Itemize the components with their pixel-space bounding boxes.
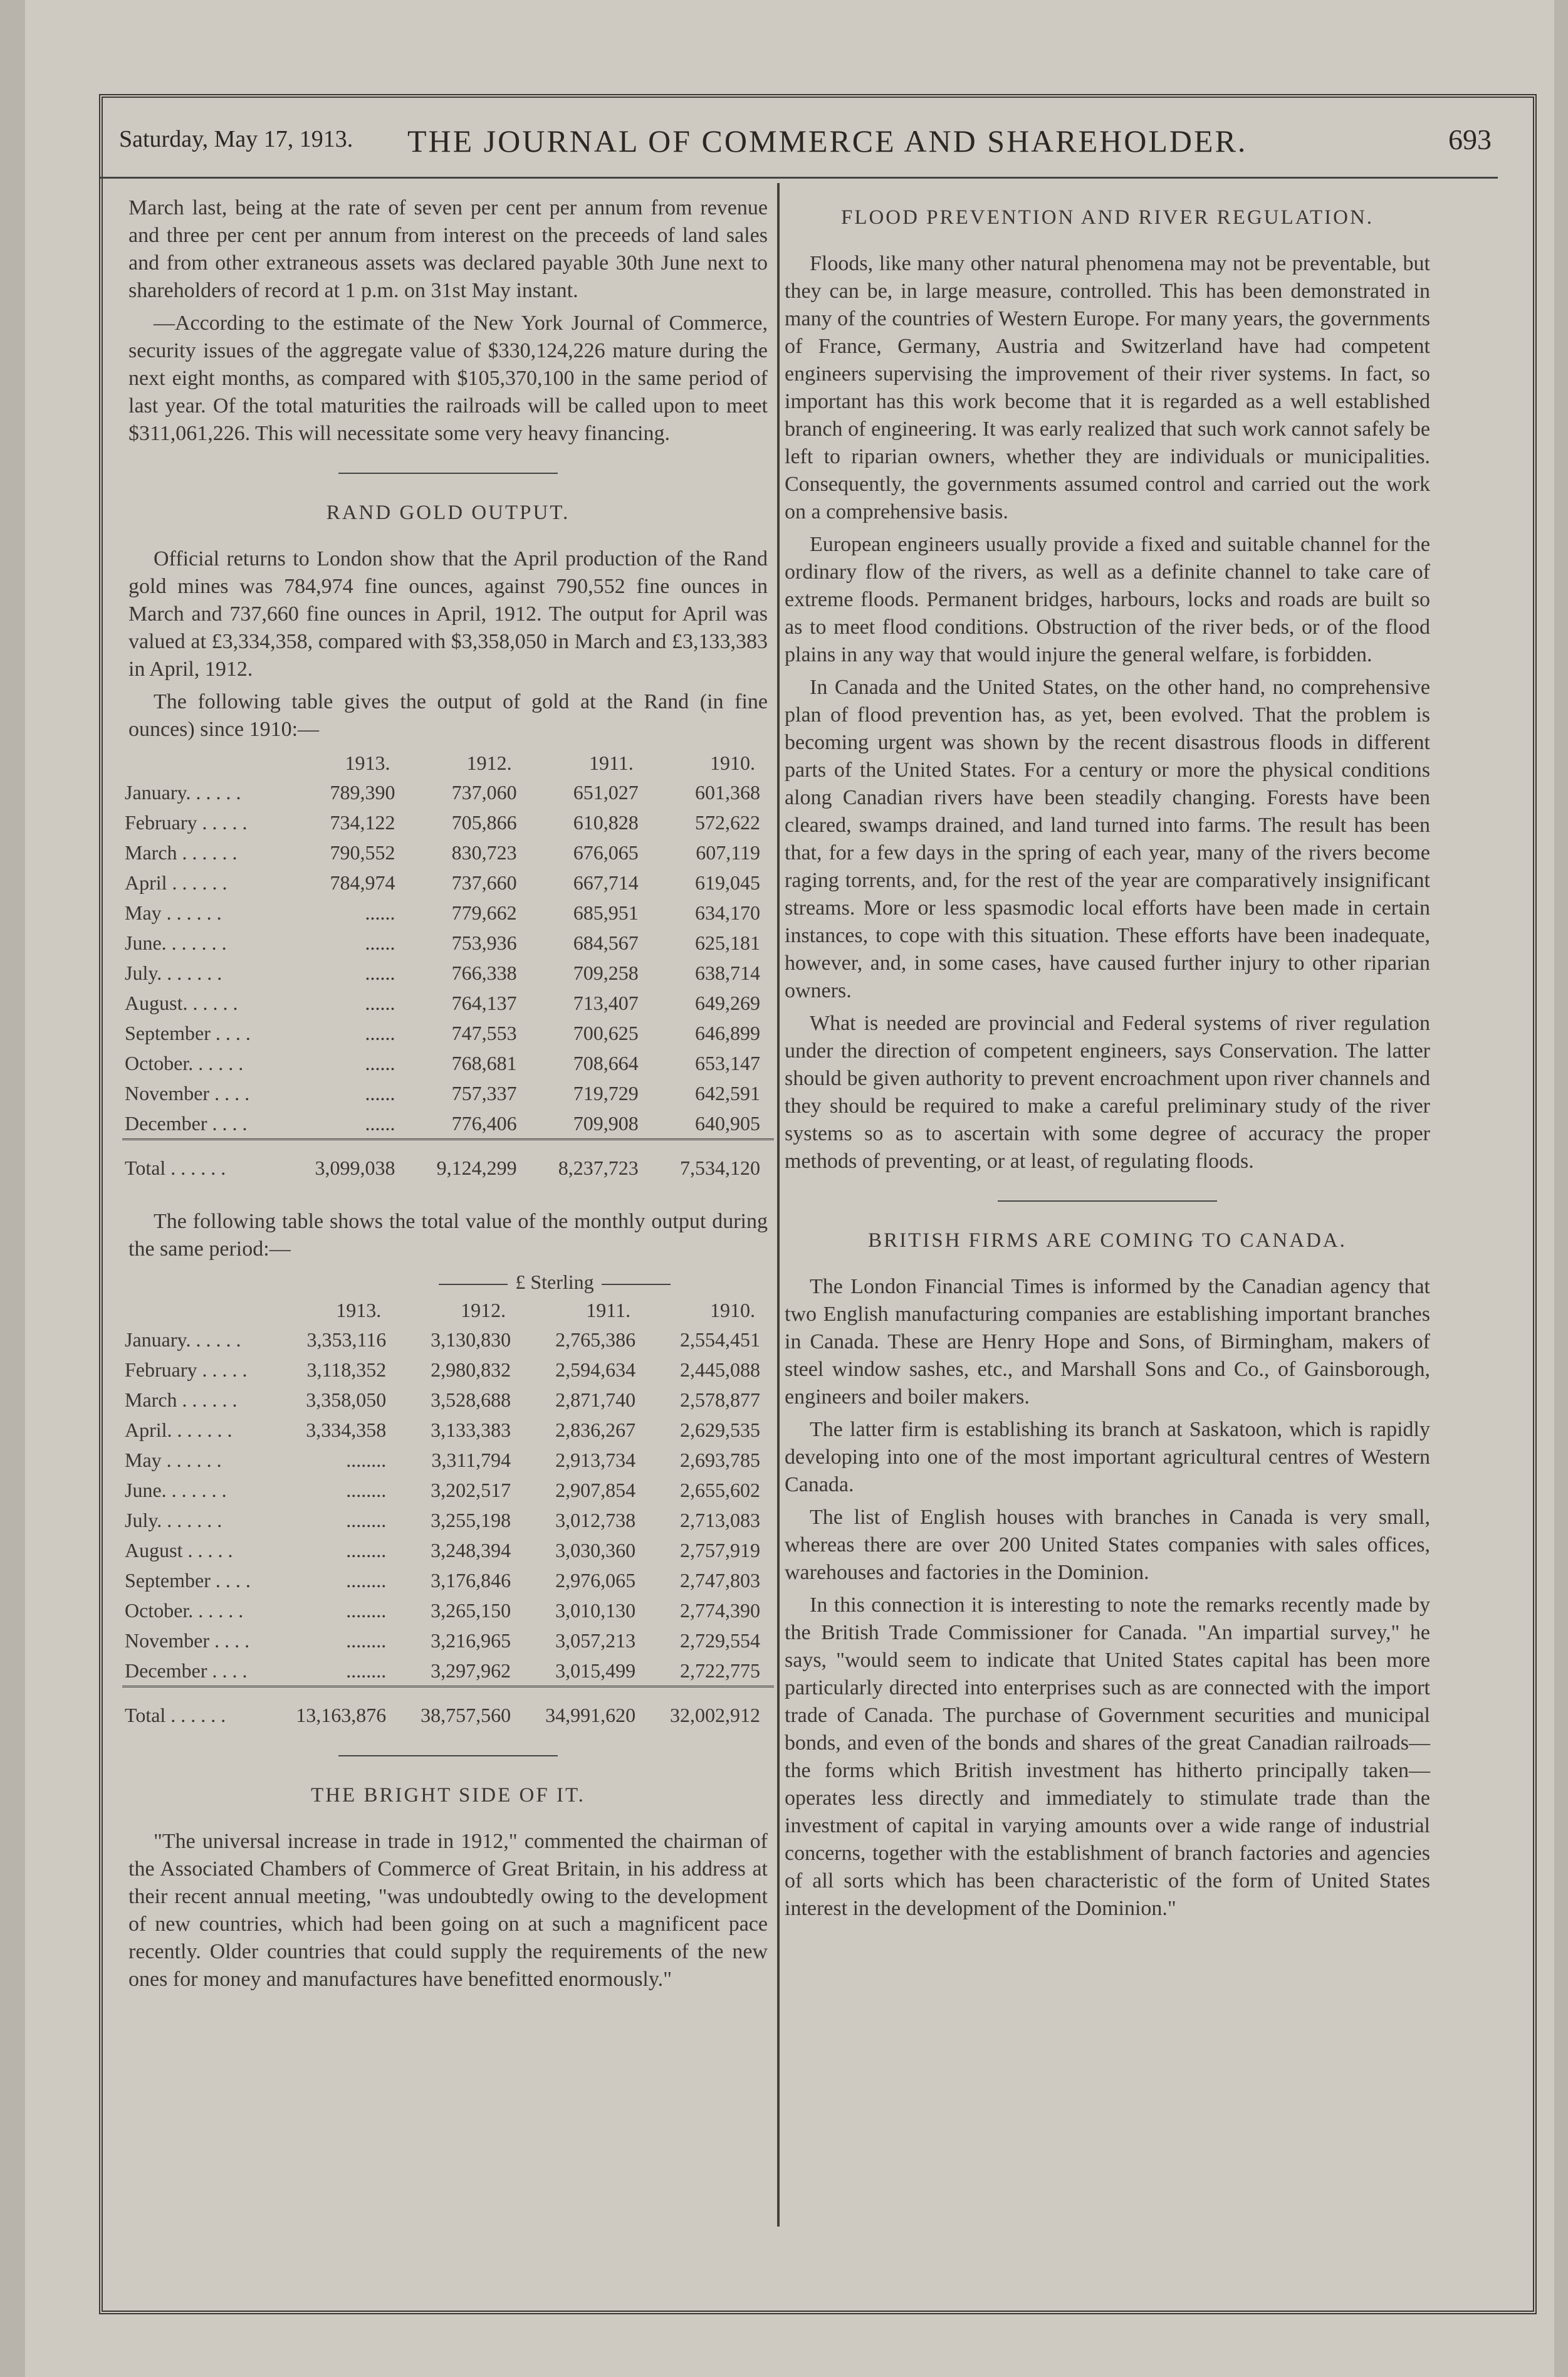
- value-cell: 649,269: [695, 992, 760, 1014]
- value-cell: 653,147: [695, 1052, 760, 1074]
- value-cell: 572,622: [695, 811, 760, 834]
- value-cell: 734,122: [330, 811, 395, 834]
- table-row: [122, 1535, 774, 1565]
- journal-title: THE JOURNAL OF COMMERCE AND SHAREHOLDER.: [407, 123, 1248, 159]
- table-row: [122, 868, 774, 898]
- year-header: 1913.: [345, 752, 390, 774]
- month-cell: October. . . . . .: [125, 1052, 244, 1074]
- table-row: [122, 958, 774, 988]
- value-cell: 640,905: [695, 1112, 760, 1135]
- value-cell: 764,137: [451, 992, 517, 1014]
- total-row: [122, 1687, 774, 1731]
- table-row: [122, 988, 774, 1018]
- value-cell: 601,368: [695, 781, 760, 804]
- total-cell: 13,163,876: [275, 1687, 400, 1731]
- value-cell: 3,255,198: [431, 1509, 511, 1531]
- table-row: [122, 1018, 774, 1048]
- table-row: [122, 807, 774, 837]
- value-cell: 790,552: [330, 841, 395, 864]
- table-row: [122, 898, 774, 928]
- rand-paragraph-2: The following table gives the output of gold at the Rand (in fine ounces) since 1910:—: [128, 690, 768, 741]
- month-cell: April . . . . . .: [125, 871, 227, 894]
- month-cell: June. . . . . . .: [125, 1479, 227, 1501]
- month-cell: November . . . .: [125, 1082, 250, 1105]
- table-row: [122, 1078, 774, 1108]
- value-cell: ........: [346, 1629, 387, 1652]
- value-cell: ........: [346, 1599, 387, 1622]
- gold-ounces-table: [122, 748, 774, 1183]
- month-cell: March . . . . . .: [125, 841, 238, 864]
- year-header: 1913.: [336, 1299, 382, 1321]
- value-cell: 789,390: [330, 781, 395, 804]
- value-cell: 3,265,150: [431, 1599, 511, 1622]
- value-cell: 684,567: [573, 931, 639, 954]
- value-cell: ........: [346, 1659, 387, 1682]
- value-cell: 3,012,738: [555, 1509, 636, 1531]
- value-cell: 634,170: [695, 901, 760, 924]
- total-label: Total . . . . . .: [122, 1687, 275, 1731]
- value-cell: 646,899: [695, 1022, 760, 1044]
- month-cell: October. . . . . .: [125, 1599, 244, 1622]
- value-cell: 2,729,554: [680, 1629, 760, 1652]
- value-cell: ........: [346, 1539, 387, 1561]
- issue-date: Saturday, May 17, 1913.: [119, 126, 353, 152]
- value-cell: 642,591: [695, 1082, 760, 1105]
- british-paragraph-4: In this connection it is interesting to note the remarks recently made by the British Trade Commissioner for Canada. "An impartial survey," he says, "would seem to indicate that United States capital has been more particularly directed into enterprises such as are connected with the import trade of Canada. The purchase of Government securities and municipal bonds, and even of the bonds and shares of the great Canadian railroads—the forms which British investment has hitherto principally taken—operates less directly and immediately to stimulate trade than the investment of capital in varying amounts over a wide range of industrial concerns, together with the establishment of branch factories and agencies of all sorts which has been characteristic of the form of United States interest in the development of the Dominion.": [785, 1593, 1430, 1920]
- value-cell: 2,554,451: [680, 1328, 760, 1351]
- value-cell: 3,311,794: [431, 1449, 511, 1471]
- year-header: 1911.: [586, 1299, 631, 1321]
- value-cell: 737,060: [451, 781, 517, 804]
- month-cell: April. . . . . . .: [125, 1419, 233, 1441]
- value-cell: 685,951: [573, 901, 639, 924]
- flood-paragraph-4: What is needed are provincial and Federal systems of river regulation under the direction of competent engineers, says Conservation. The latter should be given authority to prevent encroachment upon river channels and they should be required to make a careful preliminary study of the river systems so as to ascertain with some degree of accuracy the proper methods of preventing, or at least, of regulating floods.: [785, 1012, 1430, 1173]
- value-cell: 2,765,386: [555, 1328, 636, 1351]
- month-cell: December . . . .: [125, 1112, 248, 1135]
- value-cell: 709,908: [573, 1112, 639, 1135]
- section-rule: [338, 473, 558, 474]
- british-paragraph-3: The list of English houses with branches in Canada is very small, whereas there are over 200 United States companies with sales offices, warehouses and factories in the Dominion.: [785, 1506, 1430, 1584]
- value-cell: 2,836,267: [555, 1419, 636, 1441]
- year-header: 1912.: [461, 1299, 506, 1321]
- value-cell: 3,015,499: [555, 1659, 636, 1682]
- value-cell: 2,907,854: [555, 1479, 636, 1501]
- value-cell: 708,664: [573, 1052, 639, 1074]
- value-cell: 3,057,213: [555, 1629, 636, 1652]
- value-cell: 784,974: [330, 871, 395, 894]
- month-cell: August . . . . .: [125, 1539, 233, 1561]
- table-row: [122, 1595, 774, 1625]
- section-rule: [998, 1200, 1217, 1202]
- table-row: [122, 928, 774, 958]
- header-rule: [100, 177, 1498, 179]
- gold-value-table: [122, 1296, 774, 1730]
- total-cell: 34,991,620: [525, 1687, 649, 1731]
- month-cell: July. . . . . . .: [125, 962, 222, 984]
- british-firms-heading: BRITISH FIRMS ARE COMING TO CANADA.: [868, 1229, 1347, 1252]
- value-cell: 667,714: [573, 871, 639, 894]
- value-cell: 700,625: [573, 1022, 639, 1044]
- value-cell: ........: [346, 1449, 387, 1471]
- value-cell: 719,729: [573, 1082, 639, 1105]
- value-cell: 2,774,390: [680, 1599, 760, 1622]
- table-row: [122, 837, 774, 868]
- value-cell: 2,747,803: [680, 1569, 760, 1592]
- table-row: [122, 777, 774, 807]
- month-cell: June. . . . . . .: [125, 931, 227, 954]
- value-cell: 3,248,394: [431, 1539, 511, 1561]
- total-cell: 3,099,038: [287, 1140, 409, 1183]
- value-cell: 830,723: [451, 841, 517, 864]
- value-cell: 705,866: [451, 811, 517, 834]
- table-header-row: [122, 1296, 774, 1325]
- table-row: [122, 1385, 774, 1415]
- value-cell: 766,338: [451, 962, 517, 984]
- value-cell: 3,202,517: [431, 1479, 511, 1501]
- value-cell: ......: [365, 1052, 395, 1074]
- value-cell: 3,118,352: [306, 1358, 387, 1381]
- value-cell: ......: [365, 962, 395, 984]
- total-cell: 7,534,120: [652, 1140, 774, 1183]
- year-header: 1910.: [710, 752, 755, 774]
- month-cell: December . . . .: [125, 1659, 248, 1682]
- value-cell: 3,133,383: [431, 1419, 511, 1441]
- bright-side-heading: THE BRIGHT SIDE OF IT.: [311, 1784, 585, 1807]
- value-cell: 2,722,775: [680, 1659, 760, 1682]
- rand-paragraph-3: The following table shows the total value of the monthly output during the same period:—: [128, 1210, 768, 1261]
- table-row: [122, 1656, 774, 1687]
- value-cell: 747,553: [451, 1022, 517, 1044]
- british-paragraph-2: The latter firm is establishing its branch at Saskatoon, which is rapidly developing into one of the most important agricultural centres of Western Canada.: [785, 1418, 1430, 1496]
- maturities-paragraph: —According to the estimate of the New York Journal of Commerce, security issues of the aggregate value of $330,124,226 mature during the next eight months, as compared with $105,370,100 in the same period of last year. Of the total maturities the railroads will be called upon to meet $311,061,226. This will necessitate some very heavy financing.: [128, 312, 768, 445]
- value-cell: 619,045: [695, 871, 760, 894]
- value-cell: 709,258: [573, 962, 639, 984]
- month-cell: September . . . .: [125, 1022, 251, 1044]
- value-cell: 2,655,602: [680, 1479, 760, 1501]
- value-cell: 779,662: [451, 901, 517, 924]
- value-cell: ........: [346, 1479, 387, 1501]
- flood-paragraph-1: Floods, like many other natural phenomena may not be preventable, but they can be, in large measure, controlled. This has been demonstrated in many of the countries of Western Europe. For many years, the governments of France, Germany, Austria and Switzerland have had competent engineers supervising the improvement of their river systems. In fact, so important has this work become that it is regarded as a well established branch of engineering. It was early realized that such work cannot safely be left to riparian owners, whether they are individuals or municipalities. Consequently, the governments assumed control and carried out the work on a comprehensive basis.: [785, 252, 1430, 523]
- value-cell: 2,578,877: [680, 1388, 760, 1411]
- value-cell: 2,713,083: [680, 1509, 760, 1531]
- value-cell: 737,660: [451, 871, 517, 894]
- value-cell: 676,065: [573, 841, 639, 864]
- value-cell: ......: [365, 992, 395, 1014]
- table-row: [122, 1355, 774, 1385]
- value-cell: 3,030,360: [555, 1539, 636, 1561]
- value-cell: 757,337: [451, 1082, 517, 1105]
- value-cell: 651,027: [573, 781, 639, 804]
- table-row: [122, 1475, 774, 1505]
- table-row: [122, 1565, 774, 1595]
- month-cell: July. . . . . . .: [125, 1509, 222, 1531]
- value-cell: 3,216,965: [431, 1629, 511, 1652]
- value-cell: 3,528,688: [431, 1388, 511, 1411]
- value-cell: 3,130,830: [431, 1328, 511, 1351]
- left-column: [125, 194, 768, 1998]
- value-cell: ......: [365, 1082, 395, 1105]
- value-cell: 768,681: [451, 1052, 517, 1074]
- value-cell: 2,445,088: [680, 1358, 760, 1381]
- value-cell: 607,119: [696, 841, 760, 864]
- value-cell: 3,010,130: [555, 1599, 636, 1622]
- value-cell: 713,407: [573, 992, 639, 1014]
- rand-heading: RAND GOLD OUTPUT.: [326, 501, 570, 524]
- value-cell: ........: [346, 1509, 387, 1531]
- value-cell: 638,714: [695, 962, 760, 984]
- value-cell: 3,334,358: [306, 1419, 387, 1441]
- month-cell: September . . . .: [125, 1569, 251, 1592]
- right-column: [785, 204, 1430, 1928]
- month-cell: August. . . . . .: [125, 992, 238, 1014]
- table-row: [122, 1505, 774, 1535]
- value-cell: 2,976,065: [555, 1569, 636, 1592]
- flood-paragraph-3: In Canada and the United States, on the other hand, no comprehensive plan of flood prevention has, as yet, been evolved. That the problem is becoming urgent was shown by the recent disastrous floods in different parts of the United States. For a century or more the physical conditions along Canadian rivers have been steadily changing. Forests have been cleared, swamps drained, and land turned into farms. The result has been that, for a few days in the spring of each year, many of the rivers become raging torrents, and, for the rest of the year are comparatively insignificant streams. More or less spasmodic local efforts have been made in certain instances, to cope with this situation. These efforts have been inadequate, however, and, in some cases, have caused further injury to other riparian owners.: [785, 676, 1430, 1002]
- value-cell: 3,353,116: [306, 1328, 387, 1351]
- flood-paragraph-2: European engineers usually provide a fixed and suitable channel for the ordinary flow of the rivers, as well as a definite channel to take care of extreme floods. Permanent bridges, harbours, locks and roads are built so as to meet flood conditions. Obstruction of the river beds, or of the flood plains in any way that would injure the general welfare, is forbidden.: [785, 533, 1430, 666]
- table-row: [122, 1445, 774, 1475]
- total-row: [122, 1140, 774, 1183]
- value-cell: ......: [365, 901, 395, 924]
- value-cell: 2,629,535: [680, 1419, 760, 1441]
- total-label: Total . . . . . .: [122, 1140, 287, 1183]
- table-row: [122, 1415, 774, 1445]
- value-cell: 753,936: [451, 931, 517, 954]
- month-cell: February . . . . .: [125, 811, 248, 834]
- month-cell: May . . . . . .: [125, 1449, 222, 1471]
- column-divider: [777, 183, 780, 2227]
- value-cell: 2,594,634: [555, 1358, 636, 1381]
- year-header: 1911.: [588, 752, 634, 774]
- value-cell: 2,980,832: [431, 1358, 511, 1381]
- year-header: 1910.: [710, 1299, 755, 1321]
- total-cell: 38,757,560: [400, 1687, 525, 1731]
- page-header: [94, 119, 1492, 163]
- value-cell: 776,406: [451, 1112, 517, 1135]
- month-cell: March . . . . . .: [125, 1388, 238, 1411]
- month-cell: November . . . .: [125, 1629, 250, 1652]
- month-cell: January. . . . . .: [125, 781, 241, 804]
- table-row: [122, 1048, 774, 1078]
- total-cell: 32,002,912: [649, 1687, 774, 1731]
- value-cell: ......: [365, 1112, 395, 1135]
- intro-paragraph: March last, being at the rate of seven per cent per annum from revenue and three per cent per annum from interest on the preceeds of land sales and from other extraneous assets was declared payable 30th June next to shareholders of record at 1 p.m. on 31st May instant.: [128, 196, 768, 302]
- month-cell: February . . . . .: [125, 1358, 248, 1381]
- page-number: 693: [1448, 123, 1492, 155]
- section-rule: [338, 1755, 558, 1756]
- total-cell: 8,237,723: [531, 1140, 652, 1183]
- sterling-label: £ Sterling: [515, 1271, 594, 1293]
- value-cell: 2,913,734: [555, 1449, 636, 1471]
- value-cell: ......: [365, 931, 395, 954]
- month-cell: May . . . . . .: [125, 901, 222, 924]
- value-cell: 3,297,962: [431, 1659, 511, 1682]
- bright-side-paragraph: "The universal increase in trade in 1912," commented the chairman of the Associated Chambers of Commerce of Great Britain, in his address at their recent annual meeting, "was undoubtedly owing to the development of new countries, which had been going on at such a magnificent pace recently. Older countries that could supply the requirements of the new ones for money and manufactures have benefitted enormously.": [128, 1830, 768, 1991]
- value-cell: 3,176,846: [431, 1569, 511, 1592]
- value-cell: 2,757,919: [680, 1539, 760, 1561]
- table-row: [122, 1325, 774, 1355]
- month-cell: January. . . . . .: [125, 1328, 241, 1351]
- value-cell: 2,871,740: [555, 1388, 636, 1411]
- value-cell: 2,693,785: [680, 1449, 760, 1471]
- sterling-header: [367, 1268, 743, 1296]
- rand-paragraph-1: Official returns to London show that the April production of the Rand gold mines was 784,974 fine ounces, against 790,552 fine ounces in March and 737,660 fine ounces in April, 1912. The output for April was valued at £3,334,358, compared with $3,358,050 in March and £3,133,383 in April, 1912.: [128, 547, 768, 681]
- table-header-row: [122, 748, 774, 777]
- total-cell: 9,124,299: [409, 1140, 530, 1183]
- value-cell: 625,181: [695, 931, 760, 954]
- value-cell: 610,828: [573, 811, 639, 834]
- value-cell: ......: [365, 1022, 395, 1044]
- flood-heading: FLOOD PREVENTION AND RIVER REGULATION.: [840, 206, 1374, 229]
- british-paragraph-1: The London Financial Times is informed by the Canadian agency that two English manufacturing companies are establishing important branches in Canada. These are Henry Hope and Sons, of Birmingham, makers of steel window sashes, etc., and Marshall Sons and Co., of Gainsborough, engineers and boiler makers.: [785, 1275, 1430, 1409]
- value-cell: ........: [346, 1569, 387, 1592]
- value-cell: 3,358,050: [306, 1388, 387, 1411]
- year-header: 1912.: [466, 752, 512, 774]
- table-row: [122, 1625, 774, 1656]
- table-row: [122, 1108, 774, 1140]
